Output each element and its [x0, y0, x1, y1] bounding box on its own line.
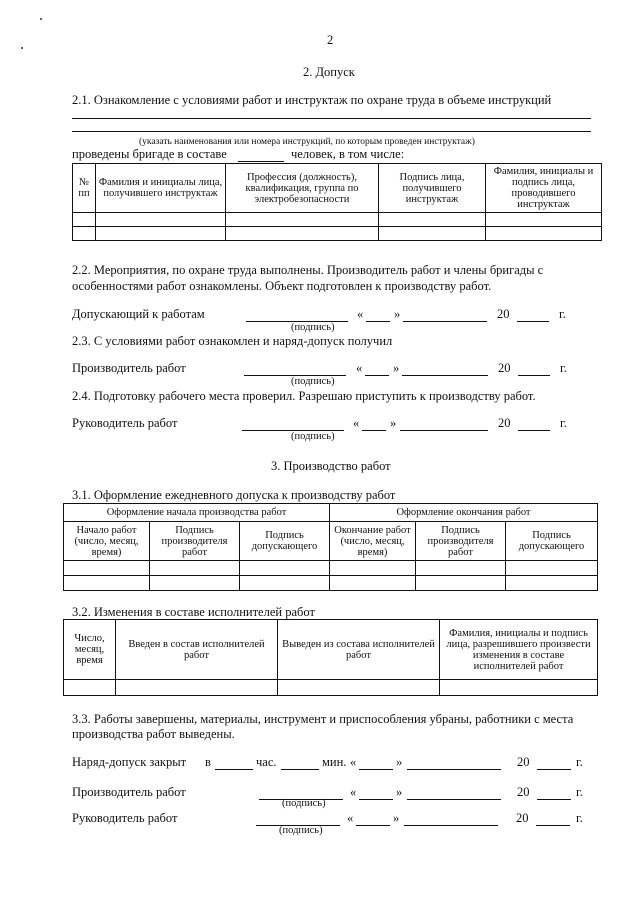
year-suffix: г.	[576, 755, 583, 769]
p22-line1: 2.2. Мероприятия, по охране труда выполнены. Производитель работ и члены бригады с	[72, 263, 544, 277]
producer-month-line[interactable]	[402, 375, 488, 376]
year-prefix: 20	[498, 416, 511, 430]
section-3-title: 3. Производство работ	[271, 459, 391, 473]
col-header-instructor: Фамилия, инициалы и подпись лица, проводившего инструктаж	[486, 164, 602, 213]
table-cell[interactable]	[240, 576, 330, 591]
signature-hint: (подпись)	[291, 431, 335, 442]
col-header-recipient-signature: Подпись лица, получившего инструктаж	[379, 164, 486, 213]
instructions-hint: (указать наименования или номера инструкций, по которым проведен инструктаж)	[139, 137, 475, 147]
table-cell[interactable]	[379, 213, 486, 227]
admitting-month-line[interactable]	[403, 321, 487, 322]
year-prefix: 20	[517, 785, 530, 799]
table-cell[interactable]	[96, 213, 226, 227]
scan-dot	[21, 47, 23, 49]
col-header-start-time: Начало работ (число, месяц, время)	[64, 522, 150, 561]
table-cell[interactable]	[150, 576, 240, 591]
table-row	[73, 227, 602, 241]
daily-admission-table	[63, 503, 598, 591]
closed-month-line[interactable]	[407, 769, 501, 770]
instructions-line-2[interactable]	[72, 131, 591, 132]
year-prefix: 20	[517, 755, 530, 769]
table-cell[interactable]	[330, 561, 416, 576]
table-cell[interactable]	[150, 561, 240, 576]
signature-hint: (подпись)	[291, 376, 335, 387]
year-prefix: 20	[497, 307, 510, 321]
closed-year-line[interactable]	[537, 769, 571, 770]
table-row	[73, 213, 602, 227]
signature-hint: (подпись)	[282, 798, 326, 809]
table-row	[64, 680, 598, 696]
table-cell[interactable]	[64, 561, 150, 576]
section-2-title: 2. Допуск	[303, 65, 355, 79]
col-header-end-time: Окончание работ (число, месяц, время)	[330, 522, 416, 561]
closed-day-line[interactable]	[359, 769, 393, 770]
table-cell[interactable]	[440, 680, 598, 696]
quote-open: «	[350, 785, 357, 799]
producer-label: Производитель работ	[72, 361, 186, 375]
producer-final-year-line[interactable]	[537, 799, 571, 800]
col-header-authorizer: Фамилия, инициалы и подпись лица, разрешившего произвести изменения в составе исполнителей работ	[440, 620, 598, 680]
col-header-recipient-name: Фамилия и инициалы лица, получившего инструктаж	[96, 164, 226, 213]
table-cell[interactable]	[226, 227, 379, 241]
col-header-removed: Выведен из состава исполнителей работ	[278, 620, 440, 680]
manager-year-line[interactable]	[518, 430, 550, 431]
manager-month-line[interactable]	[400, 430, 488, 431]
producer-final-day-line[interactable]	[359, 799, 393, 800]
manager-label-final: Руководитель работ	[72, 811, 178, 825]
table-row	[64, 561, 598, 576]
producer-label-final: Производитель работ	[72, 785, 186, 799]
table-row	[64, 576, 598, 591]
table-cell[interactable]	[240, 561, 330, 576]
admitting-label: Допускающий к работам	[72, 307, 205, 321]
year-suffix: г.	[559, 307, 566, 321]
quote-close: »	[396, 755, 403, 769]
table-cell[interactable]	[226, 213, 379, 227]
p22-line2: особенностями работ ознакомлены. Объект подготовлен к производству работ.	[72, 279, 492, 293]
group-header-start: Оформление начала производства работ	[64, 504, 330, 522]
table-cell[interactable]	[278, 680, 440, 696]
year-prefix: 20	[498, 361, 511, 375]
p21-text: 2.1. Ознакомление с условиями работ и инструктаж по охране труда в объеме инструкций	[72, 93, 552, 107]
quote-open: «	[356, 361, 363, 375]
closed-hour-label: час.	[256, 755, 277, 769]
quote-open: «	[350, 755, 357, 769]
quote-close: »	[390, 416, 397, 430]
p31-text: 3.1. Оформление ежедневного допуска к производству работ	[72, 488, 396, 502]
table-cell[interactable]	[506, 561, 598, 576]
table-cell[interactable]	[64, 576, 150, 591]
year-suffix: г.	[576, 811, 583, 825]
table-cell[interactable]	[73, 227, 96, 241]
table-cell[interactable]	[486, 227, 602, 241]
p24-text: 2.4. Подготовку рабочего места проверил. Разрешаю приступить к производству работ.	[72, 389, 536, 403]
quote-close: »	[393, 811, 400, 825]
table-cell[interactable]	[116, 680, 278, 696]
col-header-admitting-signature: Подпись допускающего	[240, 522, 330, 561]
manager-final-day-line[interactable]	[356, 825, 390, 826]
quote-open: «	[357, 307, 364, 321]
col-header-producer-signature-end: Подпись производителя работ	[416, 522, 506, 561]
table-cell[interactable]	[330, 576, 416, 591]
instructions-line-1[interactable]	[72, 118, 591, 119]
table-cell[interactable]	[64, 680, 116, 696]
quote-close: »	[396, 785, 403, 799]
table-cell[interactable]	[416, 561, 506, 576]
p33-line1: 3.3. Работы завершены, материалы, инструмент и приспособления убраны, работники с места	[72, 712, 574, 726]
col-header-number: № пп	[73, 164, 96, 213]
quote-open: «	[347, 811, 354, 825]
quote-open: «	[353, 416, 360, 430]
signature-hint: (подпись)	[279, 825, 323, 836]
closed-hour-line[interactable]	[215, 769, 253, 770]
quote-close: »	[393, 361, 400, 375]
producer-year-line[interactable]	[518, 375, 550, 376]
manager-final-month-line[interactable]	[404, 825, 498, 826]
table-cell[interactable]	[486, 213, 602, 227]
closed-min-line[interactable]	[281, 769, 319, 770]
table-cell[interactable]	[96, 227, 226, 241]
closed-label: Наряд-допуск закрыт	[72, 755, 187, 769]
closed-in: в	[205, 755, 211, 769]
quote-close: »	[394, 307, 401, 321]
brigade-count-line[interactable]	[238, 161, 284, 162]
col-header-date-time: Число, месяц, время	[64, 620, 116, 680]
table-cell[interactable]	[379, 227, 486, 241]
year-suffix: г.	[576, 785, 583, 799]
p33-line2: производства работ выведены.	[72, 727, 235, 741]
table-cell[interactable]	[506, 576, 598, 591]
page-number: 2	[327, 33, 334, 47]
col-header-producer-signature: Подпись производителя работ	[150, 522, 240, 561]
col-header-admitting-signature-end: Подпись допускающего	[506, 522, 598, 561]
brigade-text-a: проведены бригаде в составе	[72, 147, 227, 161]
scan-dot	[40, 18, 42, 20]
col-header-profession: Профессия (должность), квалификация, группа по электробезопасности	[226, 164, 379, 213]
manager-day-line[interactable]	[362, 430, 386, 431]
closed-min-label: мин.	[322, 755, 347, 769]
p32-text: 3.2. Изменения в составе исполнителей работ	[72, 605, 315, 619]
signature-hint: (подпись)	[291, 322, 335, 333]
manager-final-year-line[interactable]	[536, 825, 570, 826]
manager-label: Руководитель работ	[72, 416, 178, 430]
year-prefix: 20	[516, 811, 529, 825]
table-cell[interactable]	[73, 213, 96, 227]
year-suffix: г.	[560, 361, 567, 375]
brigade-text-b: человек, в том числе:	[291, 147, 405, 161]
producer-day-line[interactable]	[365, 375, 389, 376]
group-header-end: Оформление окончания работ	[330, 504, 598, 522]
producer-final-month-line[interactable]	[407, 799, 501, 800]
admitting-year-line[interactable]	[517, 321, 549, 322]
admitting-day-line[interactable]	[366, 321, 390, 322]
table-cell[interactable]	[416, 576, 506, 591]
staff-changes-table	[63, 619, 598, 696]
col-header-added: Введен в состав исполнителей работ	[116, 620, 278, 680]
year-suffix: г.	[560, 416, 567, 430]
instruction-table	[72, 163, 602, 241]
p23-text: 2.3. С условиями работ ознакомлен и наряд-допуск получил	[72, 334, 393, 348]
